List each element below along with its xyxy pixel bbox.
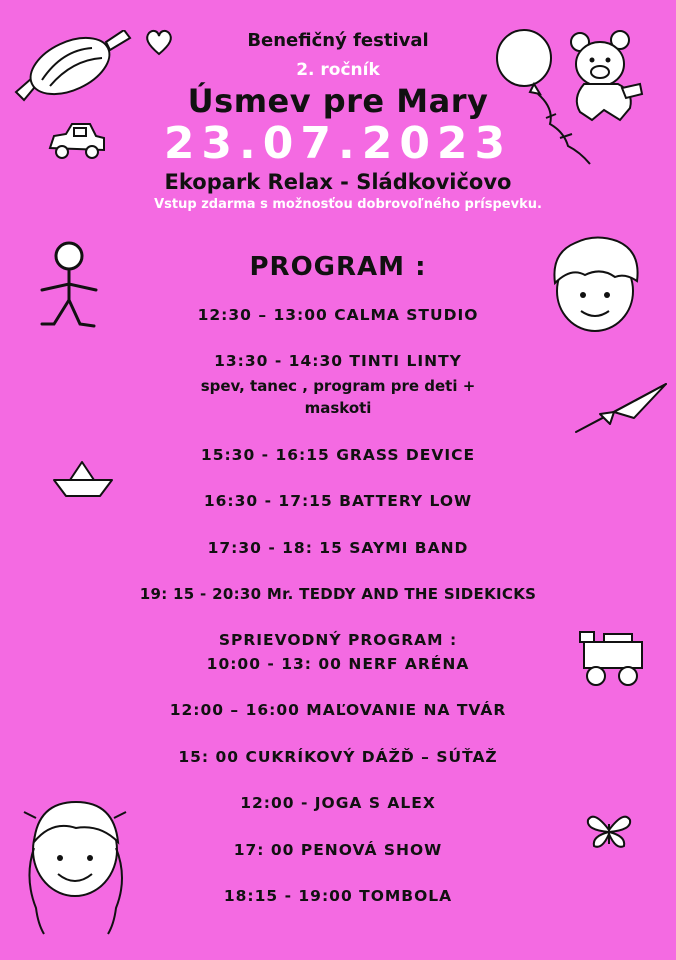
program-item-note: spev, tanec , program pre deti + <box>200 377 476 395</box>
program-item: 19: 15 - 20:30 Mr. TEDDY AND THE SIDEKICKS <box>139 585 537 603</box>
program-item: 16:30 - 17:15 BATTERY LOW <box>203 492 473 510</box>
program-item: 17:30 - 18: 15 SAYMI BAND <box>207 539 469 557</box>
festival-label: Benefičný festival <box>247 30 429 51</box>
toy-car-icon <box>46 118 108 162</box>
program-item-note: maskoti <box>304 399 372 417</box>
boy-face-icon <box>545 233 645 337</box>
venue: Ekopark Relax - Sládkovičovo <box>164 170 512 194</box>
heart-icon <box>143 28 175 56</box>
teddy-bear-icon <box>562 28 647 126</box>
paper-boat-icon <box>52 460 114 500</box>
side-program-item: 12:00 – 16:00 MAĽOVANIE NA TVÁR <box>169 701 507 719</box>
paper-plane-icon <box>574 382 668 436</box>
program-item: 12:30 – 13:00 CALMA STUDIO <box>197 306 479 324</box>
side-program-item: 15: 00 CUKRÍKOVÝ DÁŽĎ – SÚŤAŽ <box>178 748 498 766</box>
stick-figure-icon <box>36 240 102 332</box>
candy-icon <box>12 30 132 105</box>
side-program-item: 12:00 - JOGA S ALEX <box>240 794 436 812</box>
toy-train-icon <box>578 628 648 690</box>
program-item: 13:30 - 14:30 TINTI LINTY <box>214 352 462 370</box>
side-program-item: 18:15 - 19:00 TOMBOLA <box>223 887 453 905</box>
edition-label: 2. ročník <box>296 60 380 80</box>
side-program-item: 17: 00 PENOVÁ SHOW <box>233 841 443 859</box>
event-title: Úsmev pre Mary <box>187 82 489 120</box>
program-heading: PROGRAM : <box>249 252 427 282</box>
girl-face-icon <box>16 788 134 938</box>
side-program-item: 10:00 - 13: 00 NERF ARÉNA <box>206 655 470 673</box>
entry-note: Vstup zdarma s možnosťou dobrovoľného príspevku. <box>154 197 542 212</box>
program-item: 15:30 - 16:15 GRASS DEVICE <box>200 446 476 464</box>
event-date: 23.07.2023 <box>163 118 513 169</box>
side-program-heading: SPRIEVODNÝ PROGRAM : <box>218 631 458 649</box>
butterfly-icon <box>584 810 634 852</box>
